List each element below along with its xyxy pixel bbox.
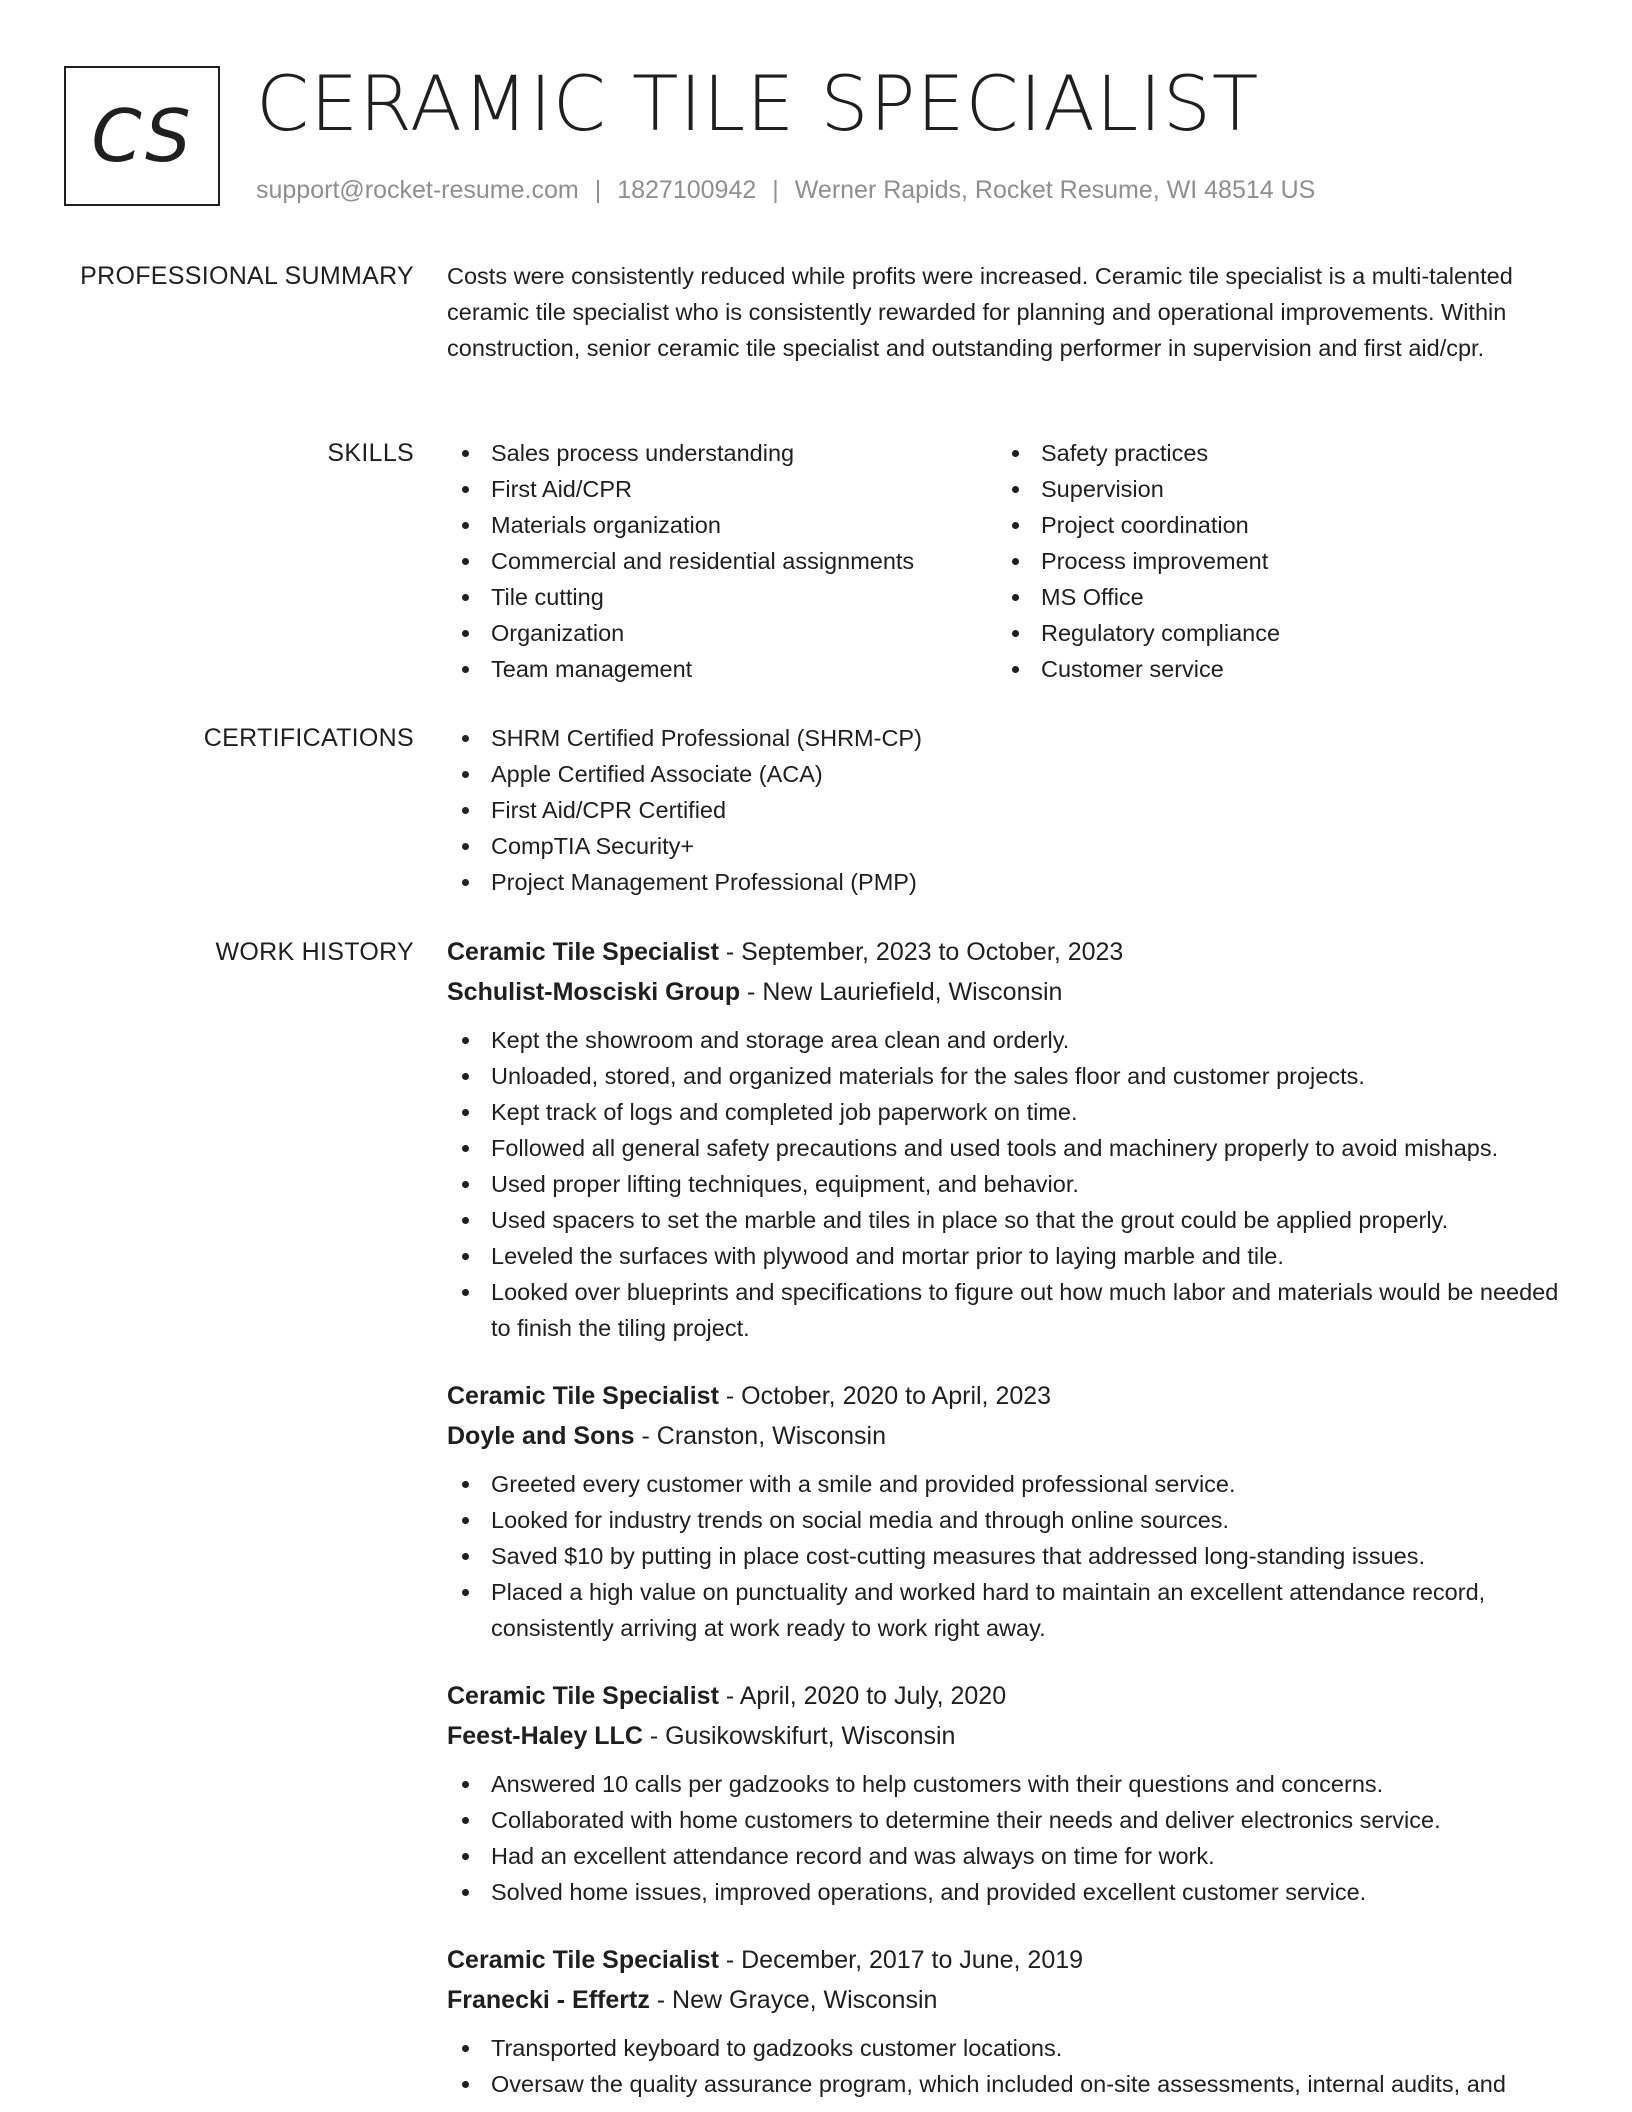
list-item: Greeted every customer with a smile and provided professional service. — [447, 1466, 1567, 1502]
list-item: Kept the showroom and storage area clean and orderly. — [447, 1022, 1567, 1058]
contact-address: Werner Rapids, Rocket Resume, WI 48514 US — [794, 176, 1316, 204]
job-entry — [447, 1940, 1567, 2102]
summary-body — [447, 258, 1567, 366]
contact-phone[interactable]: 1827100942 — [617, 176, 757, 204]
list-item: Safety practices — [997, 435, 1547, 471]
job-title: Ceramic Tile Specialist — [447, 1382, 719, 1410]
list-item: Sales process understanding — [447, 435, 997, 471]
job-location: - New Lauriefield, Wisconsin — [740, 978, 1063, 1006]
list-item: Team management — [447, 651, 997, 687]
contact-separator: | — [772, 176, 779, 204]
list-item: First Aid/CPR — [447, 471, 997, 507]
list-item: Materials organization — [447, 507, 997, 543]
list-item: Used proper lifting techniques, equipment, and behavior. — [447, 1166, 1567, 1202]
certifications-body — [447, 720, 1567, 900]
job-company: Franecki - Effertz — [447, 1986, 650, 2014]
list-item: Collaborated with home customers to determine their needs and deliver electronics service. — [447, 1802, 1567, 1838]
list-item: Unloaded, stored, and organized materials for the sales floor and customer projects. — [447, 1058, 1567, 1094]
job-title: Ceramic Tile Specialist — [447, 938, 719, 966]
list-item: Had an excellent attendance record and was always on time for work. — [447, 1838, 1567, 1874]
list-item: Looked for industry trends on social media and through online sources. — [447, 1502, 1567, 1538]
list-item: Transported keyboard to gadzooks customer locations. — [447, 2030, 1567, 2066]
job-bullets — [447, 1022, 1567, 1346]
list-item: Used spacers to set the marble and tiles in place so that the grout could be applied properly. — [447, 1202, 1567, 1238]
skills-body — [447, 435, 1567, 687]
list-item: First Aid/CPR Certified — [447, 792, 1567, 828]
job-title-line — [447, 932, 1567, 972]
job-company: Feest-Haley LLC — [447, 1722, 643, 1750]
list-item: SHRM Certified Professional (SHRM-CP) — [447, 720, 1567, 756]
list-item: Process improvement — [997, 543, 1547, 579]
list-item: Organization — [447, 615, 997, 651]
list-item: Apple Certified Associate (ACA) — [447, 756, 1567, 792]
monogram-box: CS — [64, 66, 220, 206]
job-dates: - April, 2020 to July, 2020 — [718, 1682, 1007, 1710]
job-entry — [447, 1676, 1567, 1910]
job-title-line — [447, 1676, 1567, 1716]
list-item: Regulatory compliance — [997, 615, 1547, 651]
section-label-summary: PROFESSIONAL SUMMARY — [80, 262, 414, 290]
list-item: Supervision — [997, 471, 1547, 507]
list-item: Project Management Professional (PMP) — [447, 864, 1567, 900]
list-item: Tile cutting — [447, 579, 997, 615]
certifications-list — [447, 720, 1567, 900]
job-dates: - October, 2020 to April, 2023 — [718, 1382, 1052, 1410]
list-item: Looked over blueprints and specifications to figure out how much labor and materials would be needed to finish the tiling project. — [447, 1274, 1567, 1346]
list-item: Answered 10 calls per gadzooks to help customers with their questions and concerns. — [447, 1766, 1567, 1802]
job-dates: - September, 2023 to October, 2023 — [718, 938, 1124, 966]
job-title-line — [447, 1940, 1567, 1980]
job-company-line — [447, 1716, 1567, 1756]
job-title: Ceramic Tile Specialist — [447, 1946, 719, 1974]
job-bullets — [447, 2030, 1567, 2102]
job-location: - Cranston, Wisconsin — [634, 1422, 887, 1450]
job-title: Ceramic Tile Specialist — [447, 1682, 719, 1710]
list-item: Oversaw the quality assurance program, which included on-site assessments, internal audits, and — [447, 2066, 1567, 2102]
list-item: Commercial and residential assignments — [447, 543, 997, 579]
contact-separator: | — [594, 176, 602, 204]
job-company: Schulist-Mosciski Group — [447, 978, 741, 1006]
list-item: Customer service — [997, 651, 1547, 687]
list-item: Saved $10 by putting in place cost-cutting measures that addressed long-standing issues. — [447, 1538, 1567, 1574]
job-bullets — [447, 1466, 1567, 1646]
list-item: Kept track of logs and completed job paperwork on time. — [447, 1094, 1567, 1130]
summary-text: Costs were consistently reduced while profits were increased. Ceramic tile specialist is a multi-talented ceramic tile specialist who is consistently rewarded for planning and operational improvements. Within construction, senior ceramic tile specialist and outstanding performer in supervision and first aid/cpr. — [447, 263, 1513, 361]
list-item: Followed all general safety precautions and used tools and machinery properly to avoid mishaps. — [447, 1130, 1567, 1166]
job-location: - New Grayce, Wisconsin — [649, 1986, 938, 2014]
list-item: Project coordination — [997, 507, 1547, 543]
job-entry — [447, 1376, 1567, 1646]
job-company: Doyle and Sons — [447, 1422, 635, 1450]
list-item: CompTIA Security+ — [447, 828, 1567, 864]
list-item: MS Office — [997, 579, 1547, 615]
job-dates: - December, 2017 to June, 2019 — [718, 1946, 1084, 1974]
job-entry — [447, 932, 1567, 1346]
job-location: - Gusikowskifurt, Wisconsin — [642, 1722, 956, 1750]
contact-line — [256, 174, 1315, 206]
job-company-line — [447, 1416, 1567, 1456]
section-label-skills: SKILLS — [327, 439, 414, 467]
work-history-body — [447, 932, 1567, 2112]
job-company-line — [447, 1980, 1567, 2020]
job-company-line — [447, 972, 1567, 1012]
skills-list-right — [997, 435, 1547, 687]
section-label-certifications: CERTIFICATIONS — [203, 724, 414, 752]
page-title: CERAMIC TILE SPECIALIST — [256, 59, 1260, 148]
list-item: Leveled the surfaces with plywood and mortar prior to laying marble and tile. — [447, 1238, 1567, 1274]
job-bullets — [447, 1766, 1567, 1910]
skills-list-left — [447, 435, 997, 687]
list-item: Solved home issues, improved operations, and provided excellent customer service. — [447, 1874, 1567, 1910]
contact-email[interactable]: support@rocket-resume.com — [256, 176, 579, 204]
job-title-line — [447, 1376, 1567, 1416]
list-item: Placed a high value on punctuality and worked hard to maintain an excellent attendance record, consistently arriving at work ready to work right away. — [447, 1574, 1567, 1646]
section-label-work-history: WORK HISTORY — [215, 938, 414, 966]
